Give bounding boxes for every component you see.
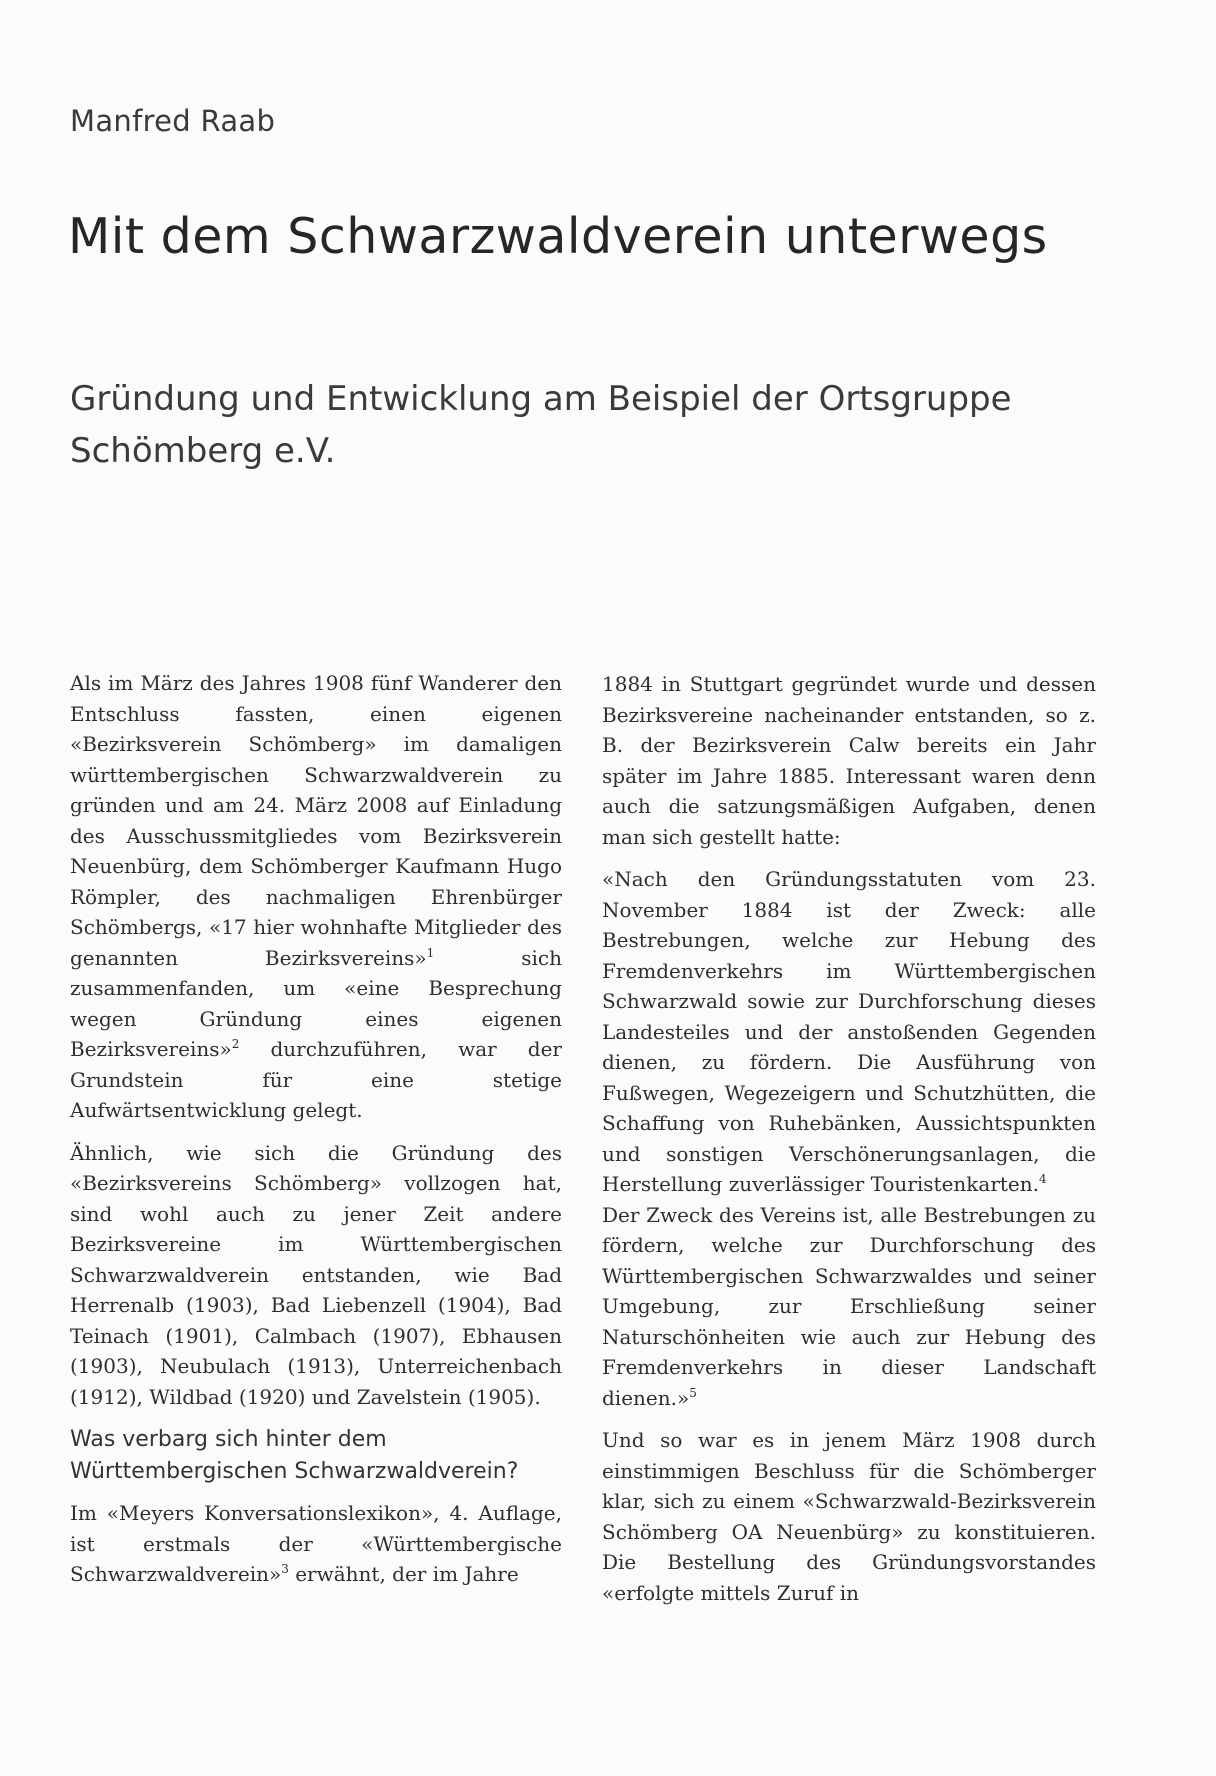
left-paragraph-2: Ähnlich, wie sich die Gründung des «Bezirksvereins Schömberg» vollzogen hat, sind wohl auch zu jener Zeit andere Bezirksvereine im Württembergischen Schwarzwaldverein entstanden, wie Bad Herrenalb (1903), Bad Liebenzell (1904), Bad Teinach (1901), Calmbach (1907), Ebhausen (1903), Neubulach (1913), Unterreichenbach (1912), Wildbad (1920) und Zavelstein (1905). xyxy=(70,1140,562,1409)
quote-paragraph-1: «Nach den Gründungsstatuten vom 23. November 1884 ist der Zweck: alle Bestrebungen, welche zur Hebung des Fremdenverkehrs im Württembergischen Schwarzwald sowie zur Durchforschung dieses Landesteiles und der anstoßenden Gegenden dienen, zu fördern. Die Ausführung von Fußwegen, Wegezeigern und Schutzhütten, die Schaffung von Ruhebänken, Aussichtspunkten und sonstigen Verschönerungsanlagen, die Herstellung zuverlässiger Touristenkarten.$^4$ xyxy=(602,867,1096,1196)
author-name: Manfred Raab xyxy=(70,104,276,138)
article-title: Mit dem Schwarzwaldverein unterwegs xyxy=(68,208,1048,265)
right-column xyxy=(602,669,1096,1620)
footnote-ref-4: 4 xyxy=(1039,1172,1047,1186)
footnote-ref-5: 5 xyxy=(689,1385,697,1400)
footnote-ref-3: 3 xyxy=(281,1562,289,1576)
right-paragraph-2: Und so war es in jenem März 1908 durch einstimmigen Beschluss für die Schömberger klar, sich zu einem «Schwarzwald-Bezirksverein Schömberg OA Neuenbürg» zu konstituieren. Die Bestellung des Gründungsvorstandes «erfolgte mittels Zuruf in xyxy=(602,1428,1096,1605)
left-column xyxy=(70,668,562,1602)
article-subtitle: Gründung und Entwicklung am Beispiel der Ortsgruppe Schömberg e.V. xyxy=(70,379,1012,471)
left-paragraph-1: Als im März des Jahres 1908 fünf Wanderer den Entschluss fassten, einen eigenen «Bezirksverein Schömberg» im damaligen württembergischen Schwarzwaldverein zu gründen und am 24. März 2008 auf Einladung des Ausschussmitgliedes vom Bezirksverein Neuenbürg, dem Schömberger Kaufmann Hugo Römpler, des nachmaligen Ehrenbürger Schömbergs, «17 hier wohnhafte Mitglieder des genannten Bezirksvereins»$^1$ sich zusammenfanden, um «eine Besprechung wegen Gründung eines eigenen Bezirksvereins»$^2$ durchzuführen, war der Grundstein für eine stetige Aufwärtsentwicklung gelegt. xyxy=(70,671,562,1122)
left-paragraph-3: Im «Meyers Konversationslexikon», 4. Auflage, ist erstmals der «Württembergische Schwarzwaldverein»$^3$ erwähnt, der im Jahre xyxy=(70,1501,562,1586)
footnote-ref-2: 2 xyxy=(231,1037,240,1051)
footnote-ref-1: 1 xyxy=(426,945,435,960)
section-heading: Was verbarg sich hinter dem Württembergischen Schwarzwaldverein? xyxy=(70,1427,519,1484)
quote-paragraph-2: Der Zweck des Vereins ist, alle Bestrebungen zu fördern, welche zur Durchforschung des Württembergischen Schwarzwaldes und seiner Umgebung, zur Erschließung seiner Naturschönheiten wie auch zur Hebung des Fremdenverkehrs in dieser Landschaft dienen.»$^5$ xyxy=(602,1202,1096,1410)
right-paragraph-1: 1884 in Stuttgart gegründet wurde und dessen Bezirksvereine nacheinander entstanden, so z. B. der Bezirksverein Calw bereits ein Jahr später im Jahre 1885. Interessant waren denn auch die satzungsmäßigen Aufgaben, denen man sich gestellt hatte: xyxy=(602,672,1096,849)
